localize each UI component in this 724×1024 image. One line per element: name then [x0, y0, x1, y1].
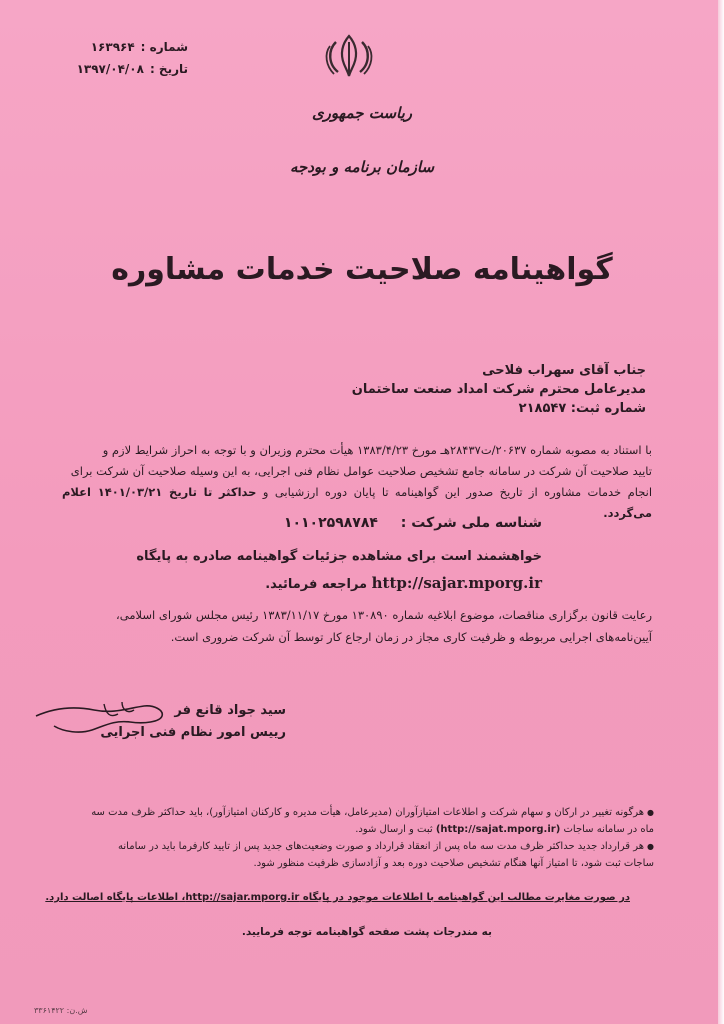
compliance-paragraph: [57, 604, 652, 648]
registration-label: شماره ثبت:: [570, 401, 646, 416]
instruction-line-1: خواهشمند است برای مشاهده جزئیات گواهینامه صادره به پایگاه: [136, 549, 542, 564]
date-value: ۱۳۹۷/۰۴/۰۸: [76, 62, 144, 76]
approval-line-3-text: انجام خدمات مشاوره از تاریخ صدور این گواهینامه تا پایان دوره ارزشیابی و: [262, 485, 653, 499]
signatory-name: سید جواد قانع فر: [174, 703, 286, 718]
validity-date-text: حداکثر تا تاریخ ۱۴۰۱/۰۳/۲۱ اعلام می‌گردد.: [62, 485, 652, 520]
number-label: شماره :: [140, 40, 188, 54]
note-1-line-1: ● هرگونه تغییر در ارکان و سهام شرکت و اطلاعات امتیازآوران (مدیرعامل، هیأت مدیره و کارکنان امتیازآور)، باید حداکثر ظرف مدت سه: [54, 804, 654, 821]
note-1-suffix: ثبت و ارسال شود.: [355, 824, 433, 835]
signature-block: [76, 700, 286, 744]
note-2-line-1: ● هر قرارداد جدید حداکثر ظرف مدت سه ماه پس از انعقاد قرارداد و صورت وضعیت‌های جدید پس از تایید کارفرما باید در سامانه: [54, 838, 654, 855]
sajar-link[interactable]: http://sajar.mporg.ir: [371, 574, 542, 592]
note-1-line-2: [54, 821, 654, 838]
signatory-title: رییس امور نظام فنی اجرایی: [100, 725, 286, 740]
instruction-block: [136, 544, 542, 598]
approval-paragraph: [62, 440, 652, 524]
note-2-line-2: ساجات ثبت شود، تا امتیاز آنها هنگام تشخیص صلاحیت دوره بعد و آزادسازی ظرفیت منظور شود.: [253, 858, 654, 869]
approval-line-1: با استناد به مصوبه شماره ۲۰۶۳۷/ت۲۸۴۳۷هـ مورخ ۱۳۸۳/۴/۲۳ هیأت محترم وزیران و با توجه به احراز شرایط لازم و: [102, 443, 652, 457]
national-id-value: ۱۰۱۰۲۵۹۸۷۸۴: [283, 515, 378, 531]
document-meta: [38, 36, 188, 80]
addressee-position: مدیرعامل محترم شرکت امداد صنعت ساختمان: [351, 382, 646, 397]
authenticity-warning: در صورت مغایرت مطالب این گواهینامه با اطلاعات موجود در پایگاه http://sajar.mporg.ir، اطلاعات پایگاه اصالت دارد.: [45, 892, 630, 903]
paper-edge: [718, 0, 724, 1024]
compliance-line-1: رعایت قانون برگزاری مناقصات، موضوع ابلاغیه شماره ۱۳۰۸۹۰ مورخ ۱۳۸۳/۱۱/۱۷ رئیس مجلس شورای اسلامی،: [116, 608, 652, 622]
addressee-name: جناب آقای سهراب فلاحی: [482, 363, 646, 378]
footnotes: [54, 804, 654, 872]
addressee-block: [352, 361, 646, 418]
registration-row: [352, 399, 646, 418]
certificate-title: گواهینامه صلاحیت خدمات مشاوره: [111, 252, 613, 287]
sajat-link[interactable]: (http://sajat.mporg.ir): [435, 824, 561, 835]
national-id-label: شناسه ملی شرکت :: [400, 515, 542, 531]
instruction-suffix: مراجعه فرمائید.: [265, 577, 368, 592]
compliance-line-2: آیین‌نامه‌های اجرایی مربوطه و ظرفیت کاری مجاز در زمان ارجاع کار توسط آن شرکت ضروری است.: [170, 630, 652, 644]
national-id-row: [284, 515, 542, 531]
org-plan-budget: سازمان برنامه و بودجه: [289, 158, 435, 176]
registration-value: ۲۱۸۵۴۷: [518, 401, 567, 416]
number-value: ۱۶۳۹۶۴: [90, 40, 135, 54]
back-page-note: به مندرجات پشت صفحه گواهینامه توجه فرمایید.: [241, 926, 492, 938]
date-label: تاریخ :: [149, 62, 188, 76]
iran-emblem-icon: [318, 32, 380, 80]
date-row: [38, 58, 188, 80]
org-presidency: ریاست جمهوری: [311, 104, 413, 122]
form-number: ش.ن: ۳۳۶۱۴۲۲: [34, 1006, 88, 1015]
approval-line-2: تایید صلاحیت آن شرکت در سامانه جامع تشخیص صلاحیت عوامل نظام فنی اجرایی، به این وسیله صلاحیت آن شرکت برای: [70, 464, 652, 478]
instruction-line-2: [136, 570, 542, 598]
number-row: [38, 36, 188, 58]
note-1-prefix: ماه در سامانه ساجات: [563, 824, 654, 835]
